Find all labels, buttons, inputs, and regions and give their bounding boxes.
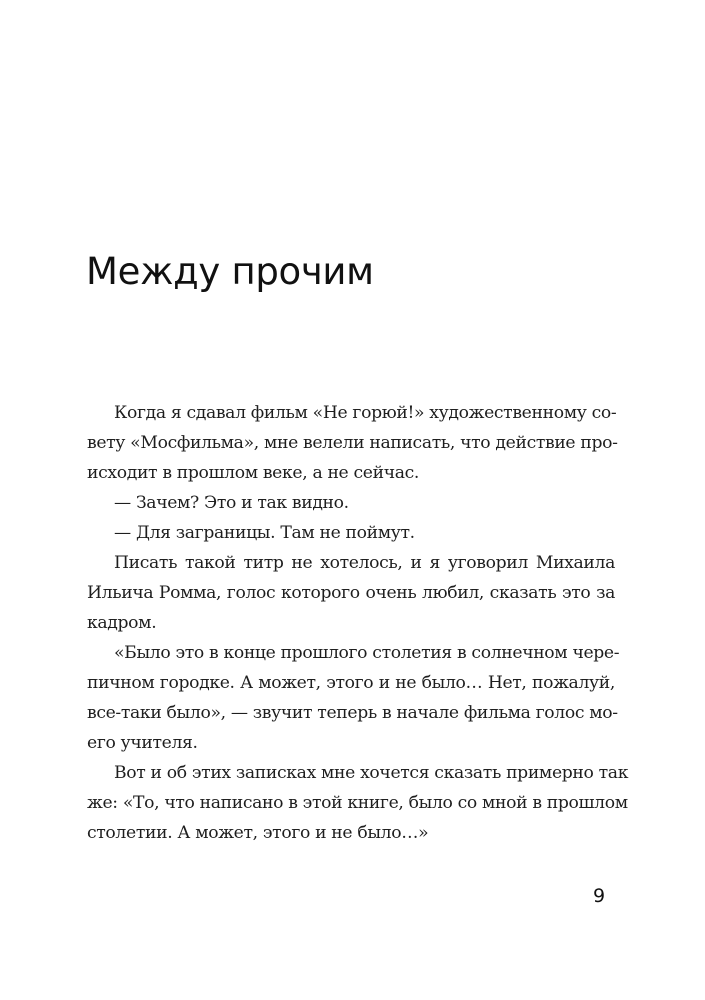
text-line: Ильича Ромма, голос которого очень любил, сказать это за bbox=[87, 583, 615, 603]
chapter-title: Между прочим bbox=[86, 250, 374, 293]
text-line: — Зачем? Это и так видно. bbox=[114, 493, 349, 513]
text-line: пичном городке. А может, этого и не было… Нет, пожалуй, bbox=[87, 673, 615, 693]
text-line: Вот и об этих записках мне хочется сказать примерно так bbox=[114, 763, 629, 783]
text-line: исходит в прошлом веке, а не сейчас. bbox=[87, 463, 419, 483]
text-line: Писать такой титр не хотелось, и я уговорил Михаила bbox=[114, 553, 615, 573]
page-number: 9 bbox=[593, 885, 606, 907]
chapter-body bbox=[87, 398, 629, 848]
text-line: же: «То, что написано в этой книге, было со мной в прошлом bbox=[87, 793, 628, 813]
text-line: его учителя. bbox=[87, 733, 198, 753]
text-line: Когда я сдавал фильм «Не горюй!» художественному со- bbox=[114, 403, 617, 423]
text-line: столетии. А может, этого и не было…» bbox=[87, 823, 429, 843]
text-line: вету «Мосфильма», мне велели написать, что действие про- bbox=[87, 433, 618, 453]
text-line: все-таки было», — звучит теперь в начале фильма голос мо- bbox=[87, 703, 618, 723]
text-line: «Было это в конце прошлого столетия в солнечном чере- bbox=[114, 643, 620, 663]
text-line: — Для заграницы. Там не поймут. bbox=[114, 523, 415, 543]
text-line: кадром. bbox=[87, 613, 157, 633]
